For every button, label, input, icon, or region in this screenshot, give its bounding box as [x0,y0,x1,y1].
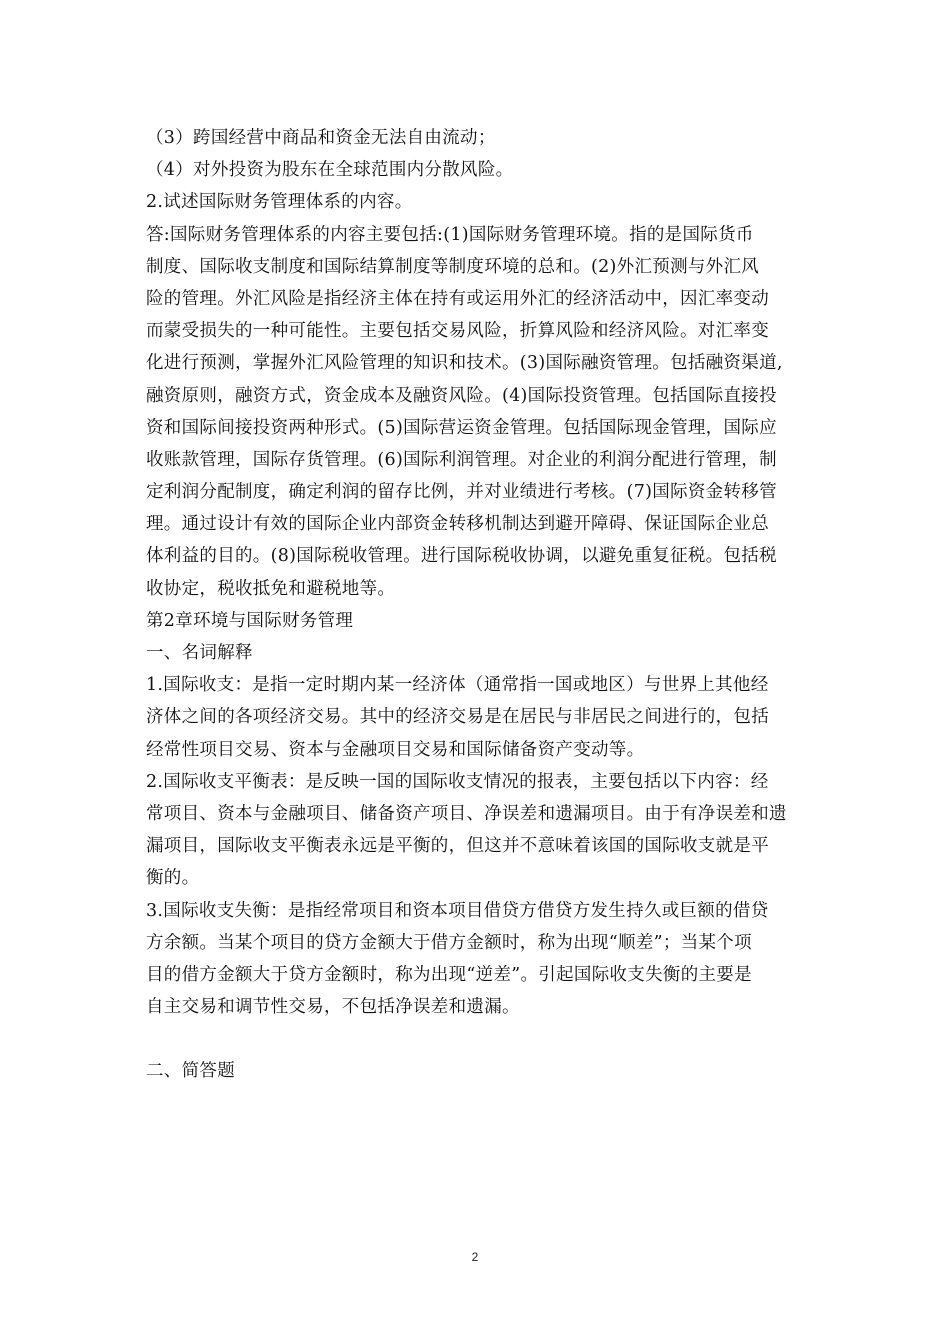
page-number: 2 [471,1250,479,1264]
answer-line: 答:国际财务管理体系的内容主要包括:(1)国际财务管理环境。指的是国际货币 [146,224,754,245]
page-body [146,122,810,1088]
answer-line: 体利益的目的。(8)国际税收管理。进行国际税收协调，以避免重复征税。包括税 [146,546,777,567]
text-line: （3）跨国经营中商品和资金无法自由流动； [146,128,496,148]
answer-line: 融资原则，融资方式，资金成本及融资风险。(4)国际投资管理。包括国际直接投 [146,385,777,406]
answer-line: 而蒙受损失的一种可能性。主要包括交易风险，折算风险和经济风险。对汇率变 [146,321,769,342]
definition-line: 济体之间的各项经济交易。其中的经济交易是在居民与非居民之间进行的，包括 [146,707,769,728]
section-heading: 二、简答题 [146,1061,235,1082]
answer-line: 理。通过设计有效的国际企业内部资金转移机制达到避开障碍、保证国际企业总 [146,514,769,535]
answer-line: 定利润分配制度，确定利润的留存比例，并对业绩进行考核。(7)国际资金转移管 [146,482,777,503]
definition-line: 1.国际收支：是指一定时期内某一经济体（通常指一国或地区）与世界上其他经 [146,675,769,696]
answer-line: 收协定，税收抵免和避税地等。 [146,578,396,599]
blank-line [146,1023,810,1055]
chapter-heading: 第2章环境与国际财务管理 [146,610,354,631]
text-line: （4）对外投资为股东在全球范围内分散风险。 [146,160,514,181]
definition-line: 3.国际收支失衡：是指经常项目和资本项目借贷方借贷方发生持久或巨额的借贷 [146,900,769,921]
question-heading: 2.试述国际财务管理体系的内容。 [146,192,413,213]
definition-line: 方余额。当某个项目的贷方金额大于借方金额时，称为出现“顺差”；当某个项 [146,932,752,953]
definition-line: 目的借方金额大于贷方金额时，称为出现“逆差”。引起国际收支失衡的主要是 [146,964,752,985]
answer-line: 资和国际间接投资两种形式。(5)国际营运资金管理。包括国际现金管理，国际应 [146,417,777,438]
definition-line: 漏项目，国际收支平衡表永远是平衡的，但这并不意味着该国的国际收支就是平 [146,836,769,857]
definition-line: 经常性项目交易、资本与金融项目交易和国际储备资产变动等。 [146,739,645,760]
definition-line: 衡的。 [146,868,200,889]
answer-line: 制度、国际收支制度和国际结算制度等制度环境的总和。(2)外汇预测与外汇风 [146,256,760,277]
definition-line: 常项目、资本与金融项目、储备资产项目、净误差和遗漏项目。由于有净误差和遗 [146,803,787,824]
section-heading: 一、名词解释 [146,643,253,663]
definition-line: 自主交易和调节性交易，不包括净误差和遗漏。 [146,997,520,1018]
answer-line: 化进行预测，掌握外汇风险管理的知识和技术。(3)国际融资管理。包括融资渠道, [146,353,783,374]
answer-line: 险的管理。外汇风险是指经济主体在持有或运用外汇的经济活动中，因汇率变动 [146,288,769,309]
answer-line: 收账款管理，国际存货管理。(6)国际利润管理。对企业的利润分配进行管理，制 [146,449,777,470]
definition-line: 2.国际收支平衡表：是反映一国的国际收支情况的报表，主要包括以下内容：经 [146,771,769,792]
